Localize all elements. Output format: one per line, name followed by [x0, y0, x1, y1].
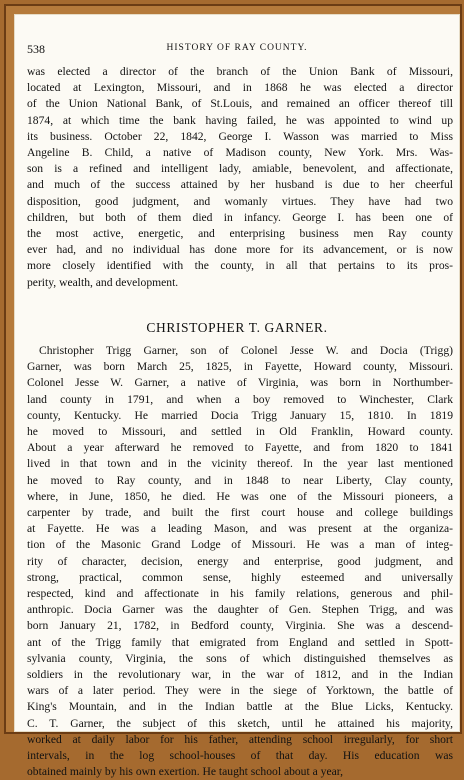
text-line: born January 21, 1782, in Bedford county, Virginia. She was a descend- — [27, 619, 453, 633]
page-frame — [4, 4, 462, 779]
text-line: and much of the success attained by her husband is due to her cheerful — [27, 178, 453, 192]
text-line: at Fayette. He was a leading Mason, and was present at the organiza- — [27, 522, 453, 536]
text-line: obtained mainly by his own exertion. He taught school about a year, — [27, 765, 344, 779]
text-line: ever had, and no individual has done more for its advancement, or is now — [27, 243, 453, 257]
text-line: anthropic. Docia Garner was the daughter of Gen. Stephen Trigg, and was — [27, 603, 453, 617]
text-line: respected, kind and affectionate in his family relations, generous and phil- — [27, 587, 453, 601]
text-line: 1874, at which time the bank having failed, he was appointed to wind up — [27, 113, 453, 127]
text-line: soldiers in the revolutionary war, in the war of 1812, and in the Indian — [27, 668, 453, 682]
text-line: C. T. Garner, the subject of this sketch, until he attained his majority, — [27, 716, 453, 730]
paragraph-wasson — [27, 64, 453, 291]
text-line: Colonel Jesse W. Garner, a native of Virginia, was born in Northumber- — [27, 376, 453, 390]
text-line: worked at daily labor for his father, attending school irregularly, for short — [27, 732, 453, 746]
paragraph-garner — [27, 343, 453, 780]
page-number: 538 — [27, 42, 45, 56]
text-line: lived in that town and in the vicinity thereof. In the year last mentioned — [27, 457, 453, 471]
text-line: of the Union National Bank, of St.Louis, and remained an officer thereof till — [27, 97, 453, 111]
text-line: located at Lexington, Missouri, and in 1868 he was elected a director — [27, 81, 453, 95]
text-line: rity of character, decision, energy and enterprise, good judgment, and — [27, 554, 453, 568]
page-header — [27, 42, 447, 56]
text-line: land county in 1791, and when a boy removed to Winchester, Clark — [27, 392, 453, 406]
text-line: perity, wealth, and development. — [27, 275, 179, 289]
text-line: intervals, in the log school-houses of that day. His education was — [27, 749, 453, 763]
text-line: wars of a later period. They were in the siege of Yorktown, the battle of — [27, 684, 453, 698]
text-line: tion of the Masonic Grand Lodge of Missouri. He was a man of integ- — [27, 538, 453, 552]
text-line: the most active, energetic, and enterprising business men Ray county — [27, 227, 453, 241]
text-line: King's Mountain, and in the Indian battle at the Blue Licks, Kentucky. — [27, 700, 453, 714]
text-line: children, but both of them died in infancy. George I. has been one of — [27, 210, 453, 224]
text-line: ant of the Trigg family that emigrated from England and settled in Spott- — [27, 635, 453, 649]
text-line: strong, practical, common sense, highly esteemed and universally — [27, 570, 453, 584]
text-line: son is a refined and intelligent lady, amiable, benevolent, and affectionate, — [27, 162, 453, 176]
text-line: more closely identified with the county, in all that pertains to its pros- — [27, 259, 453, 273]
text-line: Garner, was born March 25, 1825, in Fayette, Howard county, Missouri. — [27, 360, 453, 374]
section-title: CHRISTOPHER T. GARNER. — [146, 320, 328, 335]
book-page — [14, 14, 460, 779]
text-line: disposition, good judgment, and womanly virtues. They have had two — [27, 194, 453, 208]
text-line: county, Kentucky. He married Docia Trigg January 15, 1810. In 1819 — [27, 408, 453, 422]
text-line: Angeline B. Child, a native of Madison county, New York. Mrs. Was- — [27, 146, 453, 160]
text-line: was elected a director of the branch of the Union Bank of Missouri, — [27, 65, 453, 78]
text-line: Christopher Trigg Garner, son of Colonel Jesse W. and Docia (Trigg) — [39, 344, 453, 357]
text-line: he moved to Missouri, and settled in Old Franklin, Howard county. — [27, 425, 453, 439]
text-line: carpenter by trade, and built the first court house and college buildings — [27, 506, 453, 520]
text-line: he moved to Ray county, and in 1848 to near Liberty, Clay county, — [27, 473, 453, 487]
text-line: where, in June, 1850, he died. He was one of the Missouri pioneers, a — [27, 489, 453, 503]
text-line: its business. October 22, 1842, George I. Wasson was married to Miss — [27, 129, 453, 143]
running-title: HISTORY OF RAY COUNTY. — [166, 43, 308, 53]
text-line: About a year afterward he removed to Fayette, and from 1820 to 1841 — [27, 441, 453, 455]
text-line: sylvania county, Virginia, the sons of which distinguished themselves as — [27, 651, 453, 665]
